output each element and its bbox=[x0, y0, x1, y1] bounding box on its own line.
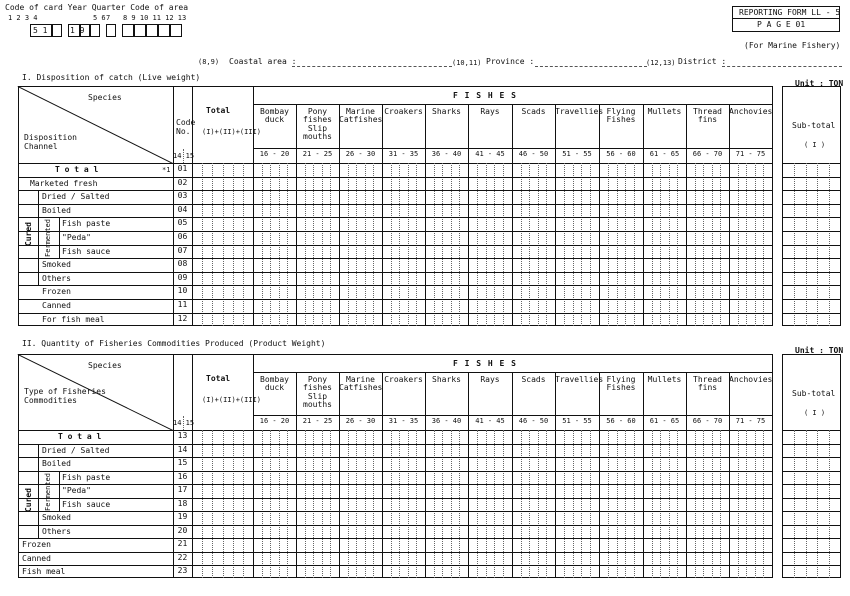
subtotal-code: ( I ) bbox=[804, 409, 826, 417]
row-rule bbox=[782, 565, 841, 566]
digit-separator bbox=[212, 430, 213, 578]
row-label-10: Frozen bbox=[42, 287, 71, 297]
row-code-12: 12 bbox=[177, 313, 188, 323]
row-code-10: 10 bbox=[177, 286, 188, 296]
fish-code-2: 26 - 30 bbox=[345, 417, 376, 425]
digit-separator bbox=[763, 430, 764, 578]
fish-column-rule bbox=[599, 372, 600, 578]
row-code-13: 13 bbox=[177, 431, 188, 440]
cured-label: Cured bbox=[24, 222, 33, 247]
row-code-23: 23 bbox=[177, 566, 188, 575]
digit-separator bbox=[546, 430, 547, 578]
row-code-05: 05 bbox=[177, 218, 188, 228]
row-rule bbox=[18, 177, 773, 178]
fish-name-2: Marine Catfishes bbox=[339, 107, 383, 125]
row-rule bbox=[782, 231, 841, 232]
row-label-13: T o t a l bbox=[58, 432, 102, 441]
fermented-rule bbox=[59, 217, 60, 258]
digit-separator bbox=[416, 430, 417, 578]
row-code-09: 09 bbox=[177, 272, 188, 282]
digit-separator bbox=[233, 430, 234, 578]
digit-separator bbox=[287, 430, 288, 578]
type-of-label: Type of Fisheries Commodities bbox=[24, 387, 106, 405]
row-label-12: For fish meal bbox=[42, 314, 105, 324]
digit-separator bbox=[373, 430, 374, 578]
digit-separator bbox=[503, 430, 504, 578]
row-rule bbox=[18, 457, 773, 458]
fermented-rule bbox=[59, 471, 60, 512]
row-rule bbox=[782, 299, 841, 300]
fish-code-9: 61 - 65 bbox=[649, 150, 680, 158]
fish-name-0: Bombay duck bbox=[260, 107, 289, 125]
row-rule bbox=[782, 484, 841, 485]
digit-separator bbox=[442, 430, 443, 578]
fish-name-3: Croakers bbox=[384, 375, 423, 384]
subtotal-header-rule bbox=[782, 430, 841, 431]
row-rule bbox=[782, 538, 841, 539]
row-rule bbox=[782, 444, 841, 445]
row-rule bbox=[18, 471, 773, 472]
row-rule bbox=[18, 190, 773, 191]
digit-separator bbox=[305, 430, 306, 578]
row-code-06: 06 bbox=[177, 232, 188, 241]
section2-unit: Unit : TON bbox=[795, 346, 844, 355]
digit-separator bbox=[652, 430, 653, 578]
cured-rule bbox=[38, 444, 39, 539]
digit-separator bbox=[590, 430, 591, 578]
fermented-label: Fermented bbox=[44, 219, 52, 258]
fish-column-rule bbox=[729, 372, 730, 578]
for-marine-label: (For Marine Fishery) bbox=[744, 41, 841, 50]
fish-name-8: Flying Fishes bbox=[606, 107, 636, 125]
row-code-01: 01 bbox=[177, 164, 188, 173]
code-cols: 14 15 bbox=[173, 419, 195, 427]
total-formula: (I)+(II)+(III) bbox=[202, 396, 262, 404]
fish-name-10: Thread fins bbox=[693, 107, 722, 125]
total-footnote: *1 bbox=[162, 166, 171, 174]
row-rule bbox=[782, 217, 841, 218]
digit-separator bbox=[365, 430, 366, 578]
digit-separator bbox=[391, 430, 392, 578]
digit-separator bbox=[529, 430, 530, 578]
row-code-17: 17 bbox=[177, 485, 188, 494]
row-rule bbox=[782, 525, 841, 526]
year-box-3[interactable] bbox=[90, 24, 100, 37]
row-rule bbox=[782, 471, 841, 472]
row-code-08: 08 bbox=[177, 259, 188, 269]
row-code-16: 16 bbox=[177, 471, 188, 481]
row-label-20: Others bbox=[42, 526, 71, 536]
row-rule bbox=[18, 285, 773, 286]
row-rule bbox=[18, 444, 773, 445]
digit-separator bbox=[617, 430, 618, 578]
area-box-1[interactable] bbox=[122, 24, 134, 37]
digit-separator bbox=[625, 430, 626, 578]
cured-rule bbox=[38, 190, 39, 285]
digit-separator bbox=[538, 430, 539, 578]
district-field[interactable] bbox=[722, 66, 842, 67]
digit-separator bbox=[829, 430, 830, 578]
row-rule bbox=[18, 272, 773, 273]
row-label-21: Frozen bbox=[22, 540, 51, 549]
digit-separator bbox=[202, 430, 203, 578]
row-rule bbox=[18, 511, 773, 512]
species-label: Species bbox=[88, 93, 122, 102]
year-value: 1 9 bbox=[70, 26, 85, 35]
digits-5-6: 5 6 bbox=[93, 14, 106, 22]
disposition-label: Disposition Channel bbox=[24, 133, 77, 151]
row-rule bbox=[782, 177, 841, 178]
row-label-11: Canned bbox=[42, 301, 71, 310]
fish-column-rule bbox=[686, 372, 687, 578]
fish-code-2: 26 - 30 bbox=[345, 150, 376, 158]
fish-name-4: Sharks bbox=[432, 107, 461, 116]
digit-separator bbox=[459, 430, 460, 578]
digit-separator bbox=[279, 430, 280, 578]
row-code-02: 02 bbox=[177, 177, 188, 187]
fish-name-6: Scads bbox=[521, 375, 546, 384]
digits-1-4: 1 2 3 4 bbox=[8, 14, 38, 22]
digit-separator bbox=[712, 430, 713, 578]
row-rule bbox=[782, 552, 841, 553]
fish-column-rule bbox=[512, 104, 513, 326]
coastal-area-field[interactable] bbox=[292, 66, 452, 67]
row-rule bbox=[18, 204, 773, 205]
fermented-label: Fermented bbox=[44, 472, 52, 511]
row-label-05: Fish paste bbox=[62, 219, 111, 229]
section1-unit: Unit : TON bbox=[795, 79, 844, 88]
subtotal-header: Sub-total bbox=[792, 389, 836, 398]
digit-separator bbox=[313, 430, 314, 578]
fish-code-0: 16 - 20 bbox=[259, 150, 290, 158]
digit-separator bbox=[356, 430, 357, 578]
row-label-06: "Peda" bbox=[62, 233, 91, 242]
total-header: Total bbox=[206, 106, 231, 115]
area-box-4[interactable] bbox=[158, 24, 170, 37]
fish-code-1: 21 - 25 bbox=[302, 150, 333, 158]
row-code-03: 03 bbox=[177, 191, 188, 201]
digit-separator bbox=[399, 430, 400, 578]
card-code-caption: Code of card Year Quarter Code of area bbox=[5, 3, 189, 12]
digit-separator bbox=[817, 430, 818, 578]
fish-code-3: 31 - 35 bbox=[388, 417, 419, 425]
row-label-09: Others bbox=[42, 273, 71, 283]
section1-title: I. Disposition of catch (Live weight) bbox=[22, 73, 201, 82]
fish-column-rule bbox=[253, 104, 254, 326]
digit-separator bbox=[477, 430, 478, 578]
fish-name-9: Mullets bbox=[647, 107, 682, 116]
fish-code-0: 16 - 20 bbox=[259, 417, 290, 425]
fish-code-8: 56 - 60 bbox=[606, 150, 636, 158]
row-code-18: 18 bbox=[177, 498, 188, 508]
row-rule bbox=[782, 498, 841, 499]
fish-column-rule bbox=[468, 372, 469, 578]
digit-separator bbox=[755, 430, 756, 578]
fish-code-5: 41 - 45 bbox=[475, 417, 505, 425]
fish-column-rule bbox=[468, 104, 469, 326]
row-code-22: 22 bbox=[177, 552, 188, 562]
fish-name-7: Travellies bbox=[555, 107, 604, 116]
fish-name-1: Pony fishes Slip mouths bbox=[303, 375, 332, 410]
digit-separator bbox=[794, 430, 795, 578]
fish-code-3: 31 - 35 bbox=[388, 150, 419, 158]
fish-name-9: Mullets bbox=[647, 375, 682, 384]
fish-column-rule bbox=[643, 104, 644, 326]
code-10-11: (10,11) bbox=[452, 59, 482, 67]
digit-separator bbox=[738, 430, 739, 578]
digit-separator bbox=[243, 430, 244, 578]
row-code-19: 19 bbox=[177, 512, 188, 521]
page-number: P A G E 01 bbox=[757, 20, 806, 29]
row-rule bbox=[18, 538, 773, 539]
fish-name-8: Flying Fishes bbox=[606, 375, 636, 393]
fish-code-6: 46 - 50 bbox=[518, 150, 549, 158]
digit-separator bbox=[806, 430, 807, 578]
fish-name-6: Scads bbox=[521, 107, 546, 116]
row-label-18: Fish sauce bbox=[62, 499, 111, 509]
row-rule bbox=[782, 245, 841, 246]
digit-separator bbox=[262, 430, 263, 578]
row-label-01: T o t a l bbox=[55, 165, 99, 174]
area-box-2[interactable] bbox=[134, 24, 146, 37]
row-label-04: Boiled bbox=[42, 205, 71, 215]
digit-separator bbox=[634, 430, 635, 578]
fish-code-1: 21 - 25 bbox=[302, 417, 333, 425]
digit-separator bbox=[434, 430, 435, 578]
fish-column-rule bbox=[425, 372, 426, 578]
row-code-15: 15 bbox=[177, 458, 188, 467]
digits-8-13: 8 9 10 11 12 13 bbox=[123, 14, 187, 22]
district-label: District : bbox=[678, 57, 727, 66]
fish-column-rule bbox=[339, 372, 340, 578]
row-rule bbox=[782, 313, 841, 314]
row-rule bbox=[18, 552, 773, 553]
row-label-03: Dried / Salted bbox=[42, 192, 110, 202]
fish-name-5: Rays bbox=[480, 107, 500, 116]
row-rule bbox=[18, 484, 773, 485]
row-rule bbox=[18, 258, 773, 259]
area-box-5[interactable] bbox=[170, 24, 182, 37]
digit-separator bbox=[223, 430, 224, 578]
fish-name-3: Croakers bbox=[384, 107, 423, 116]
fishes-group-label: F I S H E S bbox=[453, 91, 517, 100]
code-of-card-box-2[interactable] bbox=[52, 24, 62, 37]
fishes-group-label: F I S H E S bbox=[453, 359, 517, 368]
digit-separator bbox=[660, 430, 661, 578]
fish-code-6: 46 - 50 bbox=[518, 417, 549, 425]
code-cols: 14 15 bbox=[173, 152, 195, 160]
code-8-9: (8,9) bbox=[198, 58, 220, 66]
fish-name-1: Pony fishes Slip mouths bbox=[303, 107, 332, 142]
fish-code-10: 66 - 70 bbox=[692, 417, 723, 425]
digit-separator bbox=[486, 430, 487, 578]
fish-column-rule bbox=[599, 104, 600, 326]
row-rule bbox=[18, 217, 773, 218]
row-label-17: "Peda" bbox=[62, 486, 91, 495]
fish-code-10: 66 - 70 bbox=[692, 150, 723, 158]
row-rule bbox=[18, 498, 773, 499]
row-label-15: Boiled bbox=[42, 459, 71, 468]
fish-code-8: 56 - 60 bbox=[606, 417, 636, 425]
row-code-07: 07 bbox=[177, 245, 188, 255]
digit-separator bbox=[720, 430, 721, 578]
digit-separator bbox=[746, 430, 747, 578]
digit-separator bbox=[695, 430, 696, 578]
row-label-02: Marketed fresh bbox=[30, 178, 98, 188]
fish-column-rule bbox=[382, 372, 383, 578]
subtotal-frame bbox=[782, 354, 841, 578]
row-label-14: Dried / Salted bbox=[42, 445, 110, 455]
fish-code-9: 61 - 65 bbox=[649, 417, 680, 425]
fish-code-4: 36 - 40 bbox=[431, 150, 462, 158]
fish-code-11: 71 - 75 bbox=[735, 150, 766, 158]
fish-column-rule bbox=[555, 372, 556, 578]
row-label-23: Fish meal bbox=[22, 567, 66, 576]
fish-column-rule bbox=[643, 372, 644, 578]
fish-name-10: Thread fins bbox=[693, 375, 722, 393]
fish-name-11: Anchovies bbox=[729, 375, 773, 384]
digit-separator bbox=[521, 430, 522, 578]
fish-code-4: 36 - 40 bbox=[431, 417, 462, 425]
row-code-21: 21 bbox=[177, 539, 188, 548]
row-rule bbox=[782, 285, 841, 286]
digit-separator bbox=[669, 430, 670, 578]
row-code-20: 20 bbox=[177, 525, 188, 535]
digit-separator bbox=[330, 430, 331, 578]
row-rule bbox=[18, 299, 773, 300]
year-box-2[interactable] bbox=[80, 24, 90, 37]
subtotal-code: ( I ) bbox=[804, 141, 826, 149]
row-rule bbox=[18, 313, 773, 314]
row-rule bbox=[18, 231, 773, 232]
code-no-label: Code No. bbox=[176, 118, 196, 136]
area-box-3[interactable] bbox=[146, 24, 158, 37]
section2-title: II. Quantity of Fisheries Commodities Produced (Product Weight) bbox=[22, 339, 326, 348]
fish-name-11: Anchovies bbox=[729, 107, 773, 116]
row-rule bbox=[782, 272, 841, 273]
code-12-13: (12,13) bbox=[646, 59, 676, 67]
row-rule bbox=[782, 457, 841, 458]
species-label: Species bbox=[88, 361, 122, 370]
digits-7: 7 bbox=[106, 14, 111, 22]
digit-separator bbox=[581, 430, 582, 578]
fish-name-0: Bombay duck bbox=[260, 375, 289, 393]
fish-column-rule bbox=[339, 104, 340, 326]
digit-separator bbox=[270, 430, 271, 578]
fish-column-rule bbox=[425, 104, 426, 326]
fish-name-5: Rays bbox=[480, 375, 500, 384]
digit-separator bbox=[677, 430, 678, 578]
row-rule bbox=[18, 245, 773, 246]
row-code-04: 04 bbox=[177, 204, 188, 214]
code-of-card-box[interactable] bbox=[30, 24, 52, 37]
row-rule bbox=[18, 525, 773, 526]
subtotal-header-rule bbox=[782, 163, 841, 164]
cured-label: Cured bbox=[24, 488, 33, 513]
row-rule bbox=[782, 258, 841, 259]
row-rule bbox=[18, 565, 773, 566]
province-label: Province : bbox=[486, 57, 535, 66]
row-rule bbox=[782, 190, 841, 191]
province-field[interactable] bbox=[535, 66, 647, 67]
digit-separator bbox=[608, 430, 609, 578]
fish-code-7: 51 - 55 bbox=[562, 417, 592, 425]
fish-name-7: Travellies bbox=[555, 375, 604, 384]
row-rule bbox=[782, 204, 841, 205]
row-label-22: Canned bbox=[22, 553, 51, 563]
fish-code-5: 41 - 45 bbox=[475, 150, 505, 158]
fish-column-rule bbox=[382, 104, 383, 326]
digit-separator bbox=[348, 430, 349, 578]
row-label-07: Fish sauce bbox=[62, 246, 111, 256]
fish-column-rule bbox=[512, 372, 513, 578]
year-box-1[interactable] bbox=[68, 24, 85, 37]
digit-separator bbox=[703, 430, 704, 578]
digit-separator bbox=[573, 430, 574, 578]
digit-separator bbox=[494, 430, 495, 578]
column-rule bbox=[192, 354, 193, 578]
row-code-11: 11 bbox=[177, 300, 188, 309]
coastal-area-label: Coastal area : bbox=[229, 57, 297, 66]
fish-code-11: 71 - 75 bbox=[735, 417, 766, 425]
digit-separator bbox=[564, 430, 565, 578]
row-label-08: Smoked bbox=[42, 260, 71, 270]
row-label-19: Smoked bbox=[42, 513, 71, 522]
code-of-card-value: 5 1 bbox=[33, 26, 48, 35]
total-formula: (I)+(II)+(III) bbox=[202, 128, 262, 136]
form-id-box bbox=[732, 6, 840, 32]
subtotal-header: Sub-total bbox=[792, 121, 836, 130]
digit-separator bbox=[451, 430, 452, 578]
fish-column-rule bbox=[686, 104, 687, 326]
digit-separator bbox=[408, 430, 409, 578]
fish-column-rule bbox=[555, 104, 556, 326]
quarter-box[interactable] bbox=[106, 24, 116, 37]
digit-separator bbox=[322, 430, 323, 578]
row-code-14: 14 bbox=[177, 444, 188, 454]
total-header: Total bbox=[206, 374, 231, 383]
fish-column-rule bbox=[729, 104, 730, 326]
fish-code-7: 51 - 55 bbox=[562, 150, 592, 158]
fish-name-4: Sharks bbox=[432, 375, 461, 384]
row-rule bbox=[782, 511, 841, 512]
row-label-16: Fish paste bbox=[62, 472, 111, 482]
fish-name-2: Marine Catfishes bbox=[339, 375, 383, 393]
form-title: REPORTING FORM LL - 5 bbox=[739, 8, 841, 17]
